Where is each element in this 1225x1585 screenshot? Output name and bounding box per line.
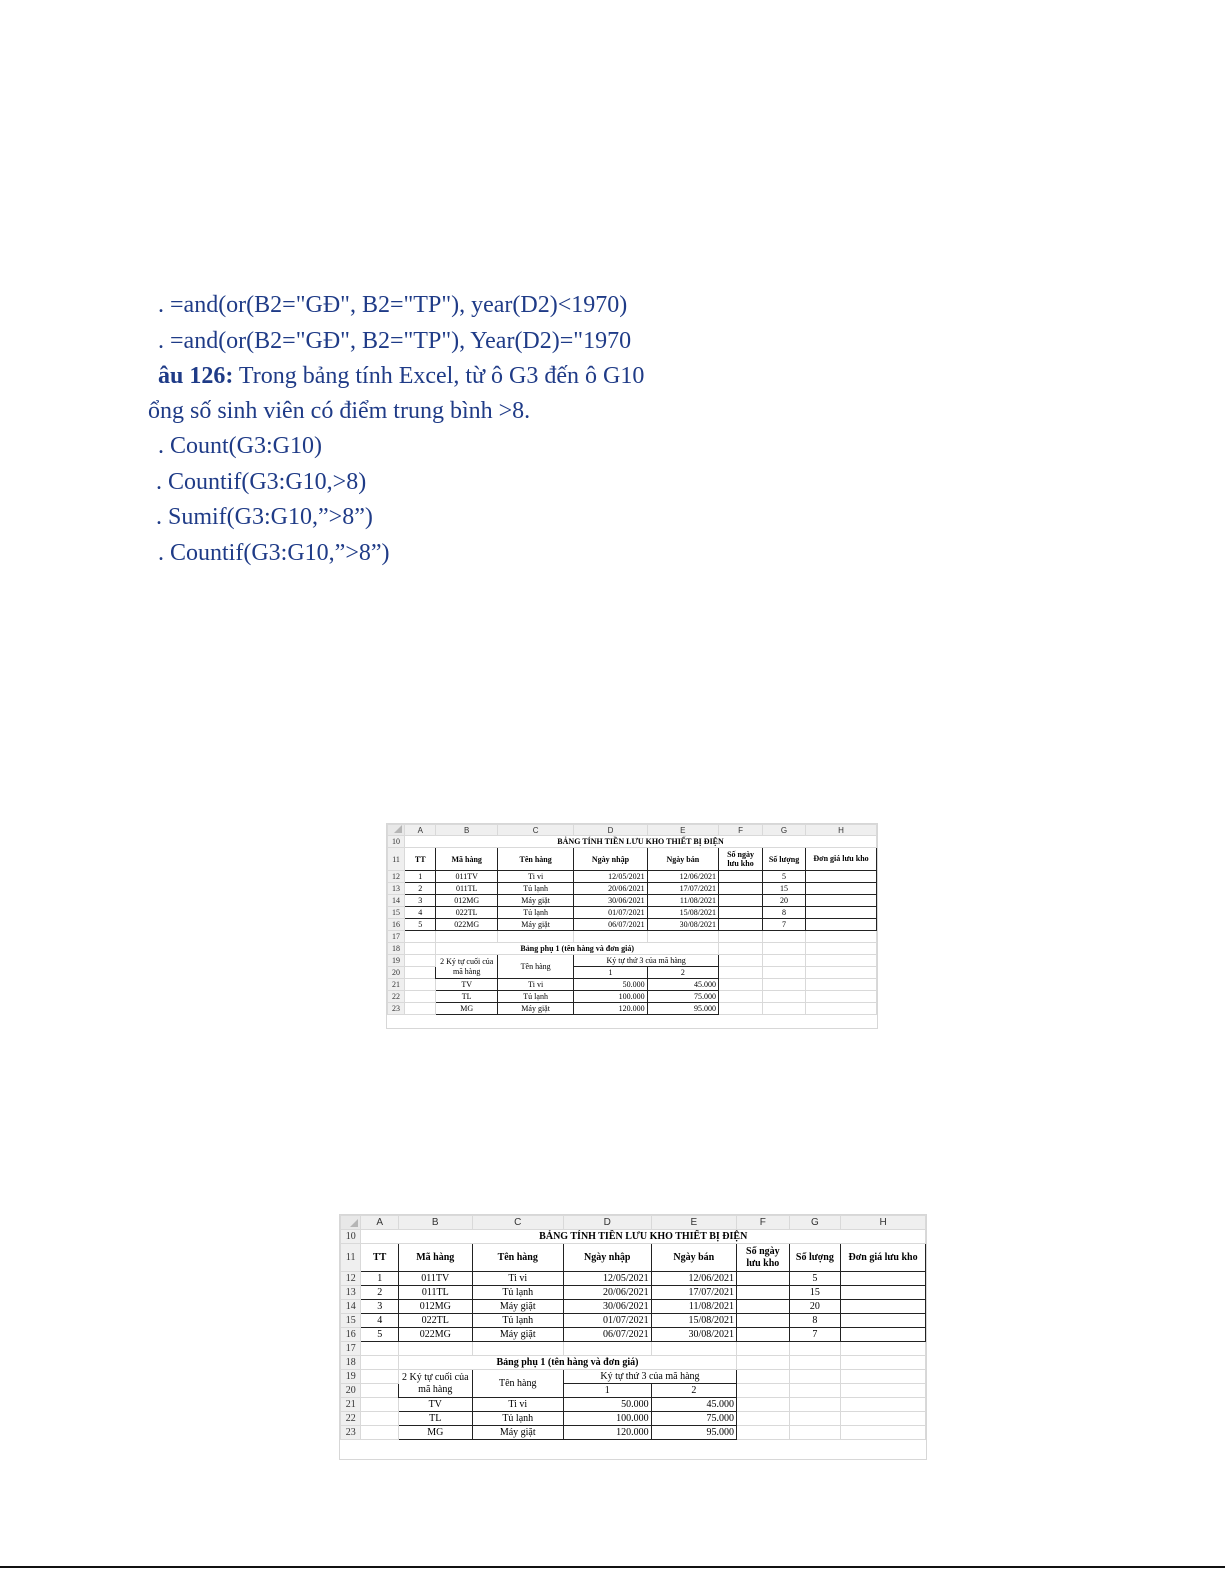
cell: [737, 1314, 790, 1328]
cell: [737, 1286, 790, 1300]
sub-table-title: Bảng phụ 1 (tên hàng và đơn giá): [436, 943, 719, 955]
row-number: 11: [388, 848, 405, 871]
spreadsheet-image-large: [339, 1214, 927, 1460]
sub-header-cell: 1: [574, 967, 647, 979]
column-header: D: [563, 1216, 651, 1230]
column-header: H: [806, 825, 877, 836]
header-cell: Tên hàng: [472, 1244, 563, 1272]
cell: 20: [789, 1300, 840, 1314]
cell: 20/06/2021: [574, 883, 647, 895]
sub-table-row: [341, 1398, 926, 1412]
cell: Máy giặt: [498, 919, 574, 931]
cell: 12/06/2021: [651, 1272, 736, 1286]
header-cell: Mã hàng: [436, 848, 498, 871]
cell: 120.000: [563, 1426, 651, 1440]
cell: 012MG: [398, 1300, 472, 1314]
cell: 12/05/2021: [563, 1272, 651, 1286]
header-cell: Số ngày lưu kho: [719, 848, 763, 871]
row-number: 19: [341, 1370, 361, 1384]
cell: 11/08/2021: [651, 1300, 736, 1314]
cell: 011TL: [398, 1286, 472, 1300]
sub-header-cell: 2 Ký tự cuối của mã hàng: [398, 1370, 472, 1398]
row-number: 19: [388, 955, 405, 967]
row-number: 20: [341, 1384, 361, 1398]
header-cell: Số lượng: [763, 848, 806, 871]
cell: [719, 883, 763, 895]
cell: 30/06/2021: [574, 895, 647, 907]
cell: [737, 1328, 790, 1342]
row-number: 21: [388, 979, 405, 991]
column-header: A: [405, 825, 436, 836]
cell: [841, 1314, 926, 1328]
column-header: A: [361, 1216, 398, 1230]
cell: 11/08/2021: [647, 895, 718, 907]
cell: [719, 919, 763, 931]
cell: 4: [361, 1314, 398, 1328]
row-number: 23: [341, 1426, 361, 1440]
cell: [806, 895, 877, 907]
cell: 5: [405, 919, 436, 931]
cell: Máy giặt: [498, 1003, 574, 1015]
header-cell: TT: [405, 848, 436, 871]
row-number: 15: [388, 907, 405, 919]
cell: 30/06/2021: [563, 1300, 651, 1314]
header-cell: Tên hàng: [498, 848, 574, 871]
cell: [719, 871, 763, 883]
row-number: 18: [388, 943, 405, 955]
cell: TL: [436, 991, 498, 1003]
column-header: C: [498, 825, 574, 836]
cell: Máy giặt: [472, 1300, 563, 1314]
column-header: B: [398, 1216, 472, 1230]
cell: 15/08/2021: [647, 907, 718, 919]
row-number: 14: [341, 1300, 361, 1314]
cell: 3: [361, 1300, 398, 1314]
cell: TV: [398, 1398, 472, 1412]
cell: 012MG: [436, 895, 498, 907]
row-number: 14: [388, 895, 405, 907]
column-header: E: [651, 1216, 736, 1230]
row-number: 23: [388, 1003, 405, 1015]
table-row: [341, 1286, 926, 1300]
cell: [806, 907, 877, 919]
spreadsheet-table: [387, 824, 877, 1015]
row-number: 10: [341, 1230, 361, 1244]
cell: 17/07/2021: [647, 883, 718, 895]
cell: [719, 895, 763, 907]
header-cell: Đơn giá lưu kho: [841, 1244, 926, 1272]
cell: Máy giặt: [472, 1426, 563, 1440]
cell: 01/07/2021: [563, 1314, 651, 1328]
cell: Máy giặt: [498, 895, 574, 907]
sub-header-cell: 2: [647, 967, 718, 979]
cell: 8: [789, 1314, 840, 1328]
header-cell: Số lượng: [789, 1244, 840, 1272]
cell: TV: [436, 979, 498, 991]
cell: 022TL: [398, 1314, 472, 1328]
cell: [806, 883, 877, 895]
cell: 022TL: [436, 907, 498, 919]
cell: 50.000: [574, 979, 647, 991]
cell: [841, 1300, 926, 1314]
row-number: 17: [388, 931, 405, 943]
cell: 30/08/2021: [651, 1328, 736, 1342]
cell: 95.000: [647, 1003, 718, 1015]
row-number: 21: [341, 1398, 361, 1412]
cell: Tủ lạnh: [498, 883, 574, 895]
sub-header-cell: Tên hàng: [472, 1370, 563, 1398]
cell: 45.000: [647, 979, 718, 991]
header-cell: Ngày nhập: [563, 1244, 651, 1272]
cell: 100.000: [563, 1412, 651, 1426]
cell: [806, 919, 877, 931]
cell: Ti vi: [498, 979, 574, 991]
cell: [841, 1286, 926, 1300]
table-row: [388, 883, 877, 895]
row-number: 13: [388, 883, 405, 895]
cell: 15: [789, 1286, 840, 1300]
cell: [719, 907, 763, 919]
row-number: 22: [388, 991, 405, 1003]
cell: [806, 871, 877, 883]
cell: 011TV: [398, 1272, 472, 1286]
cell: 12/05/2021: [574, 871, 647, 883]
cell: 2: [405, 883, 436, 895]
cell: Tủ lạnh: [472, 1412, 563, 1426]
cell: 1: [361, 1272, 398, 1286]
option-line: . Sumif(G3:G10,”>8”): [156, 504, 373, 530]
table-row: [341, 1300, 926, 1314]
table-row: [341, 1328, 926, 1342]
cell: Tủ lạnh: [498, 991, 574, 1003]
cell: 30/08/2021: [647, 919, 718, 931]
column-header: E: [647, 825, 718, 836]
sub-table-row: [388, 1003, 877, 1015]
cell: 5: [763, 871, 806, 883]
column-header: H: [841, 1216, 926, 1230]
cell: 45.000: [651, 1398, 736, 1412]
column-header: C: [472, 1216, 563, 1230]
table-row: [341, 1272, 926, 1286]
row-number: 17: [341, 1342, 361, 1356]
question-line: ổng số sinh viên có điểm trung bình >8.: [148, 398, 531, 424]
table-row: [388, 871, 877, 883]
cell: 022MG: [436, 919, 498, 931]
table-row: [388, 919, 877, 931]
header-cell: Mã hàng: [398, 1244, 472, 1272]
option-line: . Count(G3:G10): [158, 433, 322, 459]
cell: [841, 1328, 926, 1342]
row-number: 12: [341, 1272, 361, 1286]
table-row: [388, 895, 877, 907]
cell: TL: [398, 1412, 472, 1426]
column-header: G: [789, 1216, 840, 1230]
header-cell: Ngày bán: [647, 848, 718, 871]
sub-header-cell: 1: [563, 1384, 651, 1398]
cell: 20/06/2021: [563, 1286, 651, 1300]
row-number: 10: [388, 836, 405, 848]
header-cell: Đơn giá lưu kho: [806, 848, 877, 871]
select-all-corner: [341, 1216, 361, 1230]
table-title: BẢNG TÍNH TIỀN LƯU KHO THIẾT BỊ ĐIỆN: [361, 1230, 926, 1244]
cell: 5: [789, 1272, 840, 1286]
row-number: 16: [341, 1328, 361, 1342]
sub-table-row: [341, 1426, 926, 1440]
cell: 06/07/2021: [574, 919, 647, 931]
sub-table-row: [388, 991, 877, 1003]
cell: 5: [361, 1328, 398, 1342]
cell: 75.000: [647, 991, 718, 1003]
table-row: [341, 1314, 926, 1328]
cell: Ti vi: [498, 871, 574, 883]
column-header: F: [719, 825, 763, 836]
cell: 06/07/2021: [563, 1328, 651, 1342]
cell: Máy giặt: [472, 1328, 563, 1342]
row-number: 11: [341, 1244, 361, 1272]
cell: Tủ lạnh: [472, 1314, 563, 1328]
column-header: B: [436, 825, 498, 836]
question-line: [158, 361, 644, 391]
cell: 01/07/2021: [574, 907, 647, 919]
cell: 75.000: [651, 1412, 736, 1426]
cell: [737, 1300, 790, 1314]
cell: MG: [398, 1426, 472, 1440]
table-title: BẢNG TÍNH TIỀN LƯU KHO THIẾT BỊ ĐIỆN: [405, 836, 877, 848]
cell: 50.000: [563, 1398, 651, 1412]
row-number: 18: [341, 1356, 361, 1370]
cell: 95.000: [651, 1426, 736, 1440]
cell: 3: [405, 895, 436, 907]
question-text: Trong bảng tính Excel, từ ô G3 đến ô G10: [233, 363, 645, 389]
cell: 7: [789, 1328, 840, 1342]
header-cell: Ngày bán: [651, 1244, 736, 1272]
cell: Ti vi: [472, 1272, 563, 1286]
option-line: . =and(or(B2="GĐ", B2="TP"), year(D2)<1970): [158, 292, 628, 318]
cell: 15/08/2021: [651, 1314, 736, 1328]
cell: 15: [763, 883, 806, 895]
sub-table-row: [341, 1412, 926, 1426]
cell: 17/07/2021: [651, 1286, 736, 1300]
table-row: [388, 907, 877, 919]
row-number: 12: [388, 871, 405, 883]
cell: 022MG: [398, 1328, 472, 1342]
cell: 011TL: [436, 883, 498, 895]
row-number: 16: [388, 919, 405, 931]
cell: 120.000: [574, 1003, 647, 1015]
sub-table-row: [388, 979, 877, 991]
header-cell: TT: [361, 1244, 398, 1272]
cell: Ti vi: [472, 1398, 563, 1412]
cell: Tủ lạnh: [472, 1286, 563, 1300]
cell: 2: [361, 1286, 398, 1300]
row-number: 22: [341, 1412, 361, 1426]
cell: 20: [763, 895, 806, 907]
select-all-corner: [388, 825, 405, 836]
cell: MG: [436, 1003, 498, 1015]
row-number: 13: [341, 1286, 361, 1300]
cell: 4: [405, 907, 436, 919]
question-number: âu 126:: [158, 363, 234, 389]
cell: 7: [763, 919, 806, 931]
cell: 8: [763, 907, 806, 919]
cell: 12/06/2021: [647, 871, 718, 883]
sub-header-cell: 2 Ký tự cuối của mã hàng: [436, 955, 498, 979]
header-cell: Số ngày lưu kho: [737, 1244, 790, 1272]
cell: Tủ lạnh: [498, 907, 574, 919]
sub-header-cell: Ký tự thứ 3 của mã hàng: [574, 955, 719, 967]
option-line: . =and(or(B2="GĐ", B2="TP"), Year(D2)="1970: [158, 328, 632, 354]
footer-rule: [0, 1566, 1225, 1568]
sub-header-cell: 2: [651, 1384, 736, 1398]
header-cell: Ngày nhập: [574, 848, 647, 871]
column-header: G: [763, 825, 806, 836]
cell: [841, 1272, 926, 1286]
sub-table-title: Bảng phụ 1 (tên hàng và đơn giá): [398, 1356, 736, 1370]
cell: [737, 1272, 790, 1286]
spreadsheet-image-small: [386, 823, 878, 1029]
cell: 1: [405, 871, 436, 883]
sub-header-cell: Tên hàng: [498, 955, 574, 979]
option-line: . Countif(G3:G10,”>8”): [158, 540, 390, 566]
option-line: . Countif(G3:G10,>8): [156, 469, 367, 495]
row-number: 20: [388, 967, 405, 979]
column-header: D: [574, 825, 647, 836]
sub-header-cell: Ký tự thứ 3 của mã hàng: [563, 1370, 736, 1384]
spreadsheet-table: [340, 1215, 926, 1440]
column-header: F: [737, 1216, 790, 1230]
row-number: 15: [341, 1314, 361, 1328]
cell: 100.000: [574, 991, 647, 1003]
cell: 011TV: [436, 871, 498, 883]
